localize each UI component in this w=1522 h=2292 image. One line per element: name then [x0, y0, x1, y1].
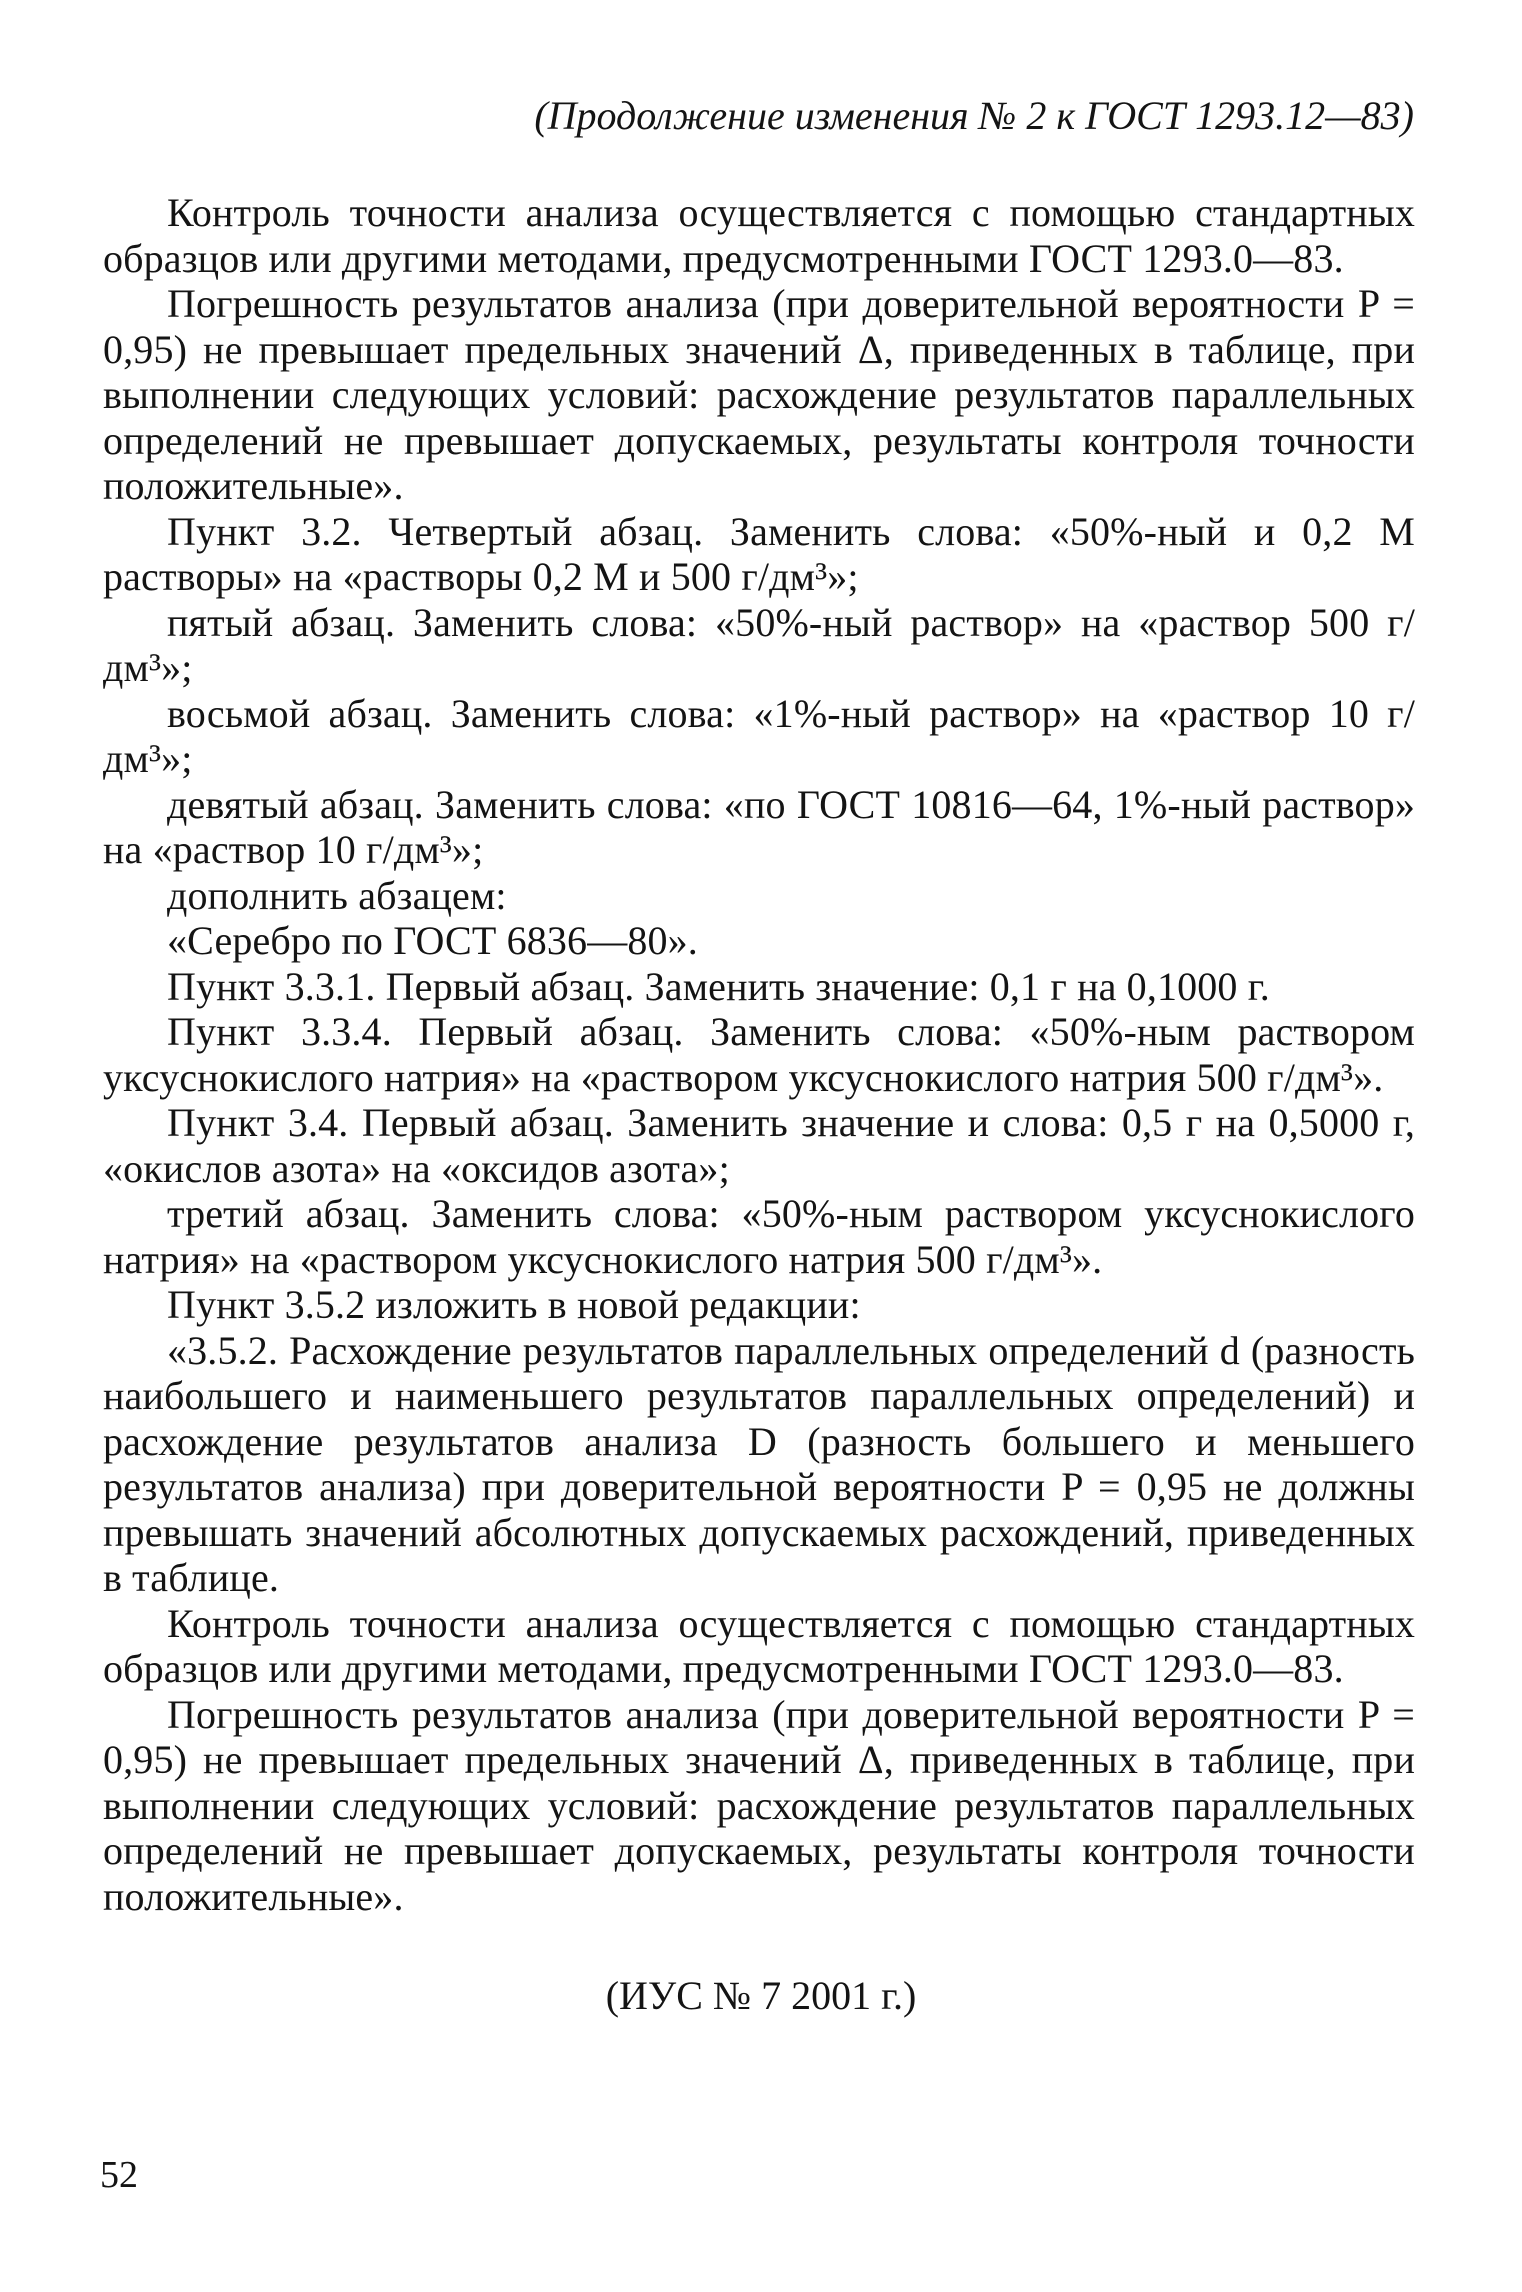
paragraph: Контроль точности анализа осуществляется с помощью стандартных образцов или другими методами, предусмотренными ГОСТ 1293.0—83.: [103, 190, 1415, 281]
paragraph: Пункт 3.5.2 изложить в новой редакции:: [167, 1282, 861, 1327]
paragraph: пятый абзац. Заменить слова: «50%-ный раствор» на «раствор 500 г/дм³»;: [103, 599, 1415, 690]
paragraph: Погрешность результатов анализа (при доверительной вероятности P = 0,95) не превышает предельных значений Δ, приведенных в таблице, при выполнении следующих условий: расхождение результатов параллельных определений не превышает допускаемых, результаты контроля точности положительные».: [103, 281, 1415, 508]
paragraph: «3.5.2. Расхождение результатов параллельных определений d (разность наибольшего и наименьшего результатов параллельных определений) и расхождение результатов анализа D (разность большего и меньшего результатов анализа) при доверительной вероятности P = 0,95 не должны превышать значений абсолютных допускаемых расхождений, приведенных в таблице.: [103, 1327, 1415, 1600]
amendment-body: [103, 190, 1415, 1919]
paragraph: Пункт 3.2. Четвертый абзац. Заменить слова: «50%-ный и 0,2 М растворы» на «растворы 0,2 М и 500 г/дм³»;: [103, 508, 1415, 599]
paragraph: Пункт 3.3.4. Первый абзац. Заменить слова: «50%-ным раствором уксуснокислого натрия» на «раствором уксуснокислого натрия 500 г/дм³».: [103, 1009, 1415, 1100]
paragraph: Пункт 3.4. Первый абзац. Заменить значение и слова: 0,5 г на 0,5000 г, «окислов азота» на «оксидов азота»;: [103, 1100, 1415, 1191]
paragraph: «Серебро по ГОСТ 6836—80».: [167, 918, 698, 963]
paragraph: дополнить абзацем:: [167, 872, 507, 918]
paragraph: Контроль точности анализа осуществляется с помощью стандартных образцов или другими методами, предусмотренными ГОСТ 1293.0—83.: [103, 1600, 1415, 1691]
continuation-header: (Продолжение изменения № 2 к ГОСТ 1293.12—83): [534, 93, 1414, 138]
page-number: 52: [100, 2154, 138, 2196]
paragraph: Пункт 3.3.1. Первый абзац. Заменить значение: 0,1 г на 0,1000 г.: [167, 963, 1270, 1009]
source-note: (ИУС № 7 2001 г.): [605, 1973, 917, 2018]
paragraph: девятый абзац. Заменить слова: «по ГОСТ 10816—64, 1%-ный раствор» на «раствор 10 г/дм³»;: [103, 781, 1415, 872]
paragraph: третий абзац. Заменить слова: «50%-ным раствором уксуснокислого натрия» на «раствором уксуснокислого натрия 500 г/дм³».: [103, 1191, 1415, 1282]
paragraph: Погрешность результатов анализа (при доверительной вероятности P = 0,95) не превышает предельных значений Δ, приведенных в таблице, при выполнении следующих условий: расхождение результатов параллельных определений не превышает допускаемых, результаты контроля точности положительные».: [103, 1691, 1415, 1919]
paragraph: восьмой абзац. Заменить слова: «1%-ный раствор» на «раствор 10 г/дм³»;: [103, 690, 1415, 781]
